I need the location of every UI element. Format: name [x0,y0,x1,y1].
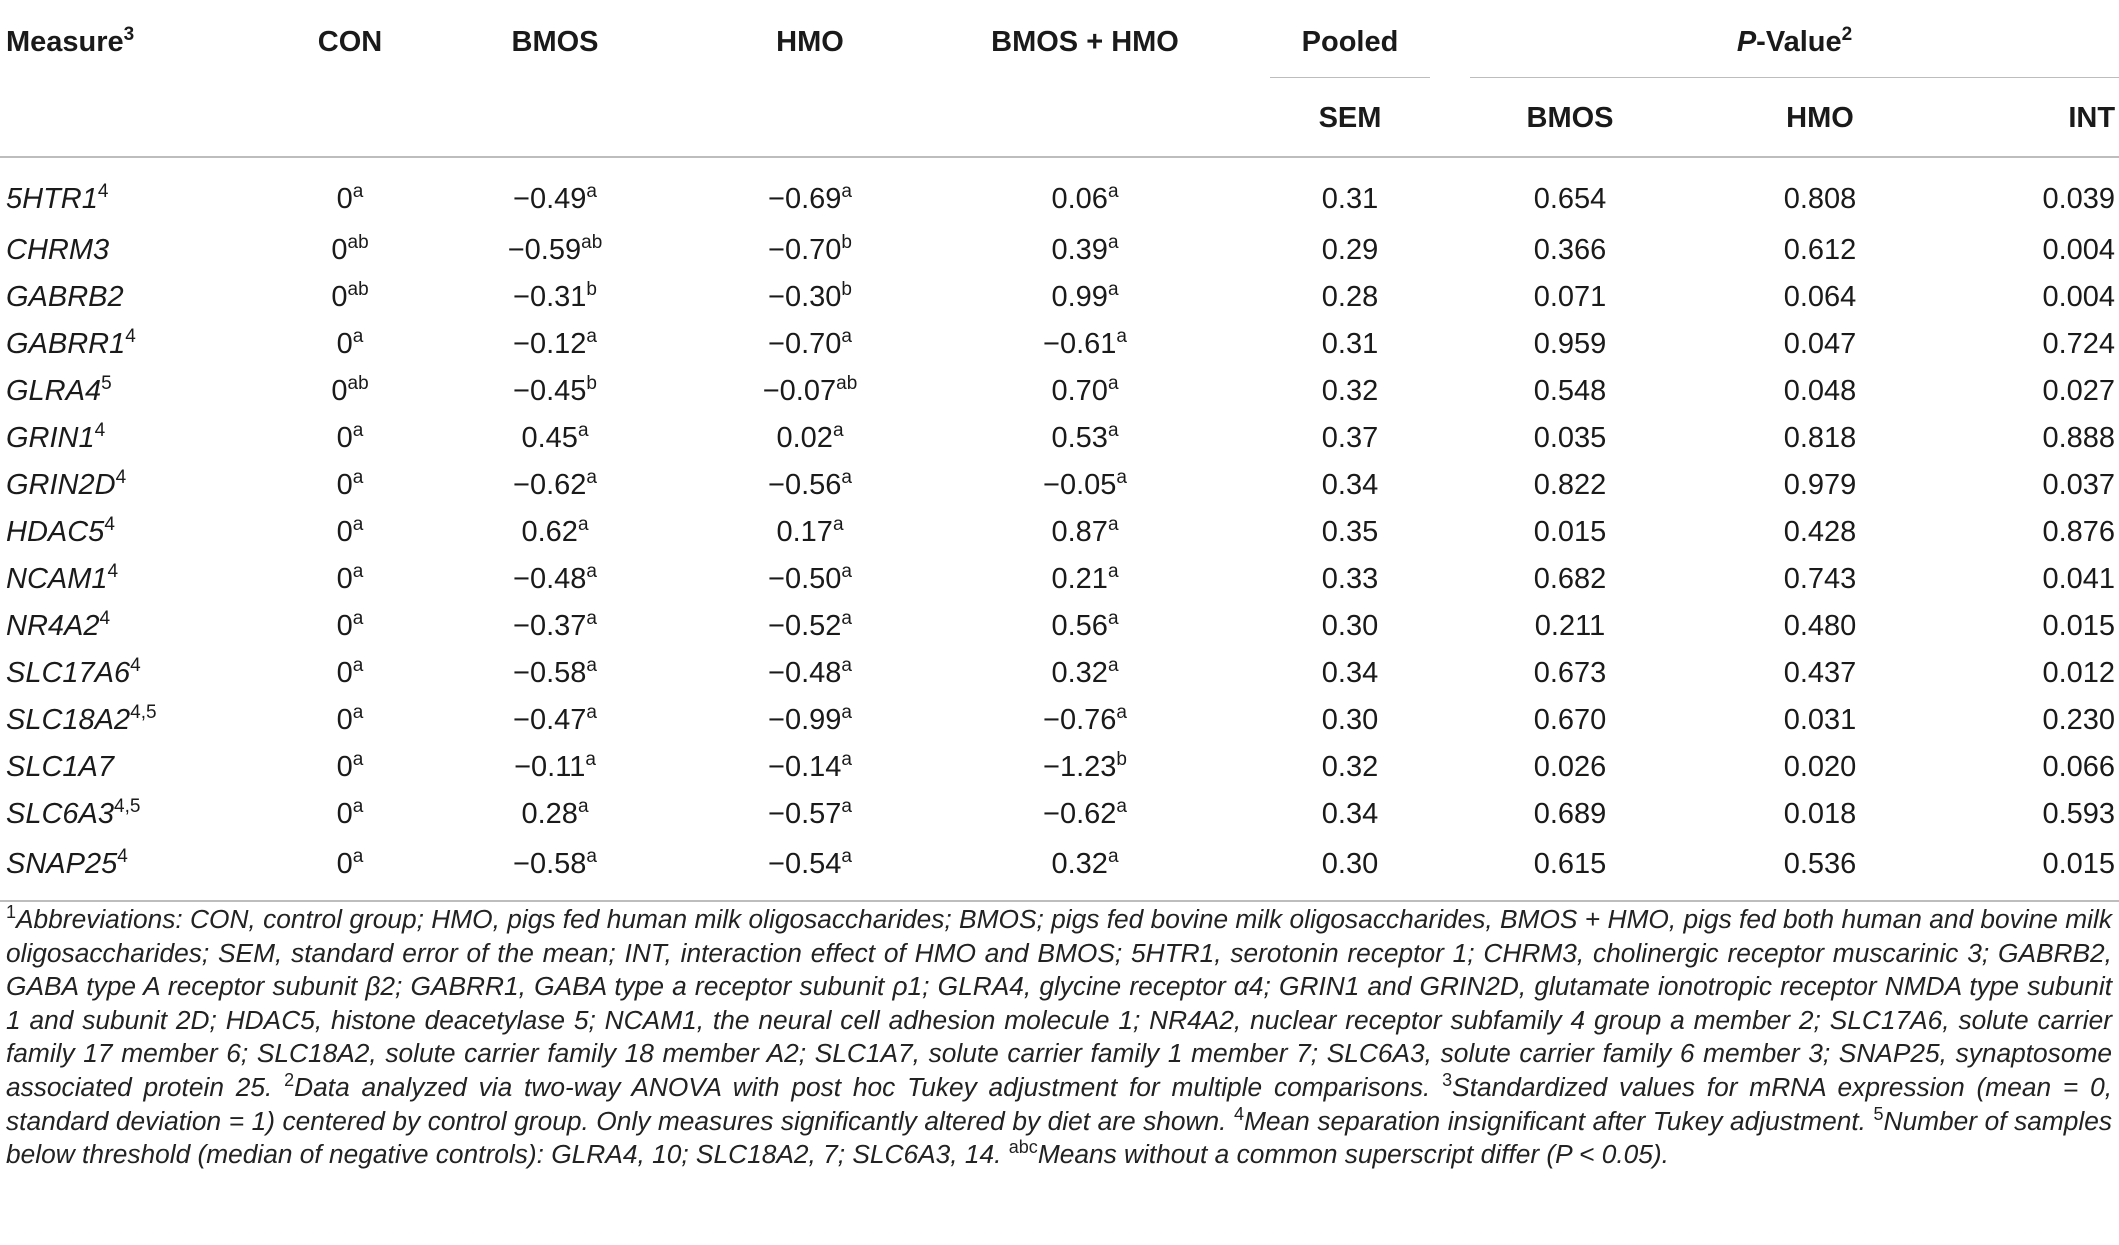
table-footnotes [6,903,2112,1172]
cell-bmos-hmo: −0.61$^a$ [1043,326,1127,360]
cell-p-hmo: 0.480 [1783,610,1857,642]
cell-sem: 0.30 [1321,704,1379,736]
cell-measure: $GLRA4^5$ [6,373,112,407]
cell-bmos-hmo: −0.76$^a$ [1043,702,1127,736]
cell-measure: CHRM3 [6,234,110,266]
table-row [0,838,2119,901]
cell-measure: $GABRR1^4$ [6,326,136,360]
footnote: $^{abc}$Means without a common superscript differ (P < 0.05). [1008,1137,1669,1170]
cell-bmos-hmo: −0.05$^a$ [1043,467,1127,501]
cell-measure: $5HTR1^4$ [6,181,109,215]
cell-sem: 0.33 [1321,563,1379,595]
cell-hmo: −0.70$^b$ [768,232,852,266]
table-body [0,157,2119,901]
cell-p-bmos: 0.682 [1533,563,1607,595]
cell-measure: GABRB2 [6,281,124,313]
cell-sem: 0.34 [1321,469,1379,501]
cell-measure: $NR4A2^4$ [6,608,111,642]
footnote: $^4$Mean separation insignificant after Tukey adjustment. [1234,1103,1866,1136]
cell-measure: $SLC17A6^4$ [6,655,141,689]
cell-p-hmo: 0.020 [1783,751,1857,783]
footnote: $^1$Abbreviations: CON, control group; HMO, pigs fed human milk oligosaccharides; BMOS; pigs fed bovine milk oligosaccharides, BMOS + HMO, pigs fed both human and bovine milk oligosaccharides; SEM, standard error of the mean; INT, interaction effect of HMO and BMOS; 5HTR1, serotonin receptor 1; CHRM3, cholinergic receptor muscarinic 3; GABRB2, GABA type A receptor subunit β2; GABRR1, GABA type a receptor subunit ρ1; GLRA4, glycine receptor α4; GRIN1 and GRIN2D, glutamate ionotropic receptor NMDA type subunit 1 and subunit 2D; HDAC5, histone deacetylase 5; NCAM1, the neural cell adhesion molecule 1; NR4A2, nuclear receptor subfamily 4 group a member 2; SLC17A6, solute carrier family 17 member 6; SLC18A2, solute carrier family 18 member A2; SLC1A7, solute carrier family 1 member 7; SLC6A3, solute carrier family 6 member 3; SNAP25, synaptosome associated protein 25. [6,902,2112,1102]
cell-sem: 0.31 [1321,328,1379,360]
cell-con: $0^{ab}$ [331,373,369,407]
table-row [0,157,2119,227]
cell-sem: 0.37 [1321,422,1379,454]
cell-p-int: 0.015 [1910,838,2119,901]
cell-p-bmos: 0.959 [1533,328,1607,360]
cell-bmos-hmo: 0.06$^a$ [1051,181,1119,215]
table-row [0,368,2119,415]
cell-con: $0^{ab}$ [331,279,369,313]
table-row [0,791,2119,838]
cell-measure: SLC1A7 [6,751,115,783]
cell-sem: 0.34 [1321,657,1379,689]
cell-p-int: 0.004 [2042,281,2116,313]
cell-bmos: −0.12$^a$ [513,326,597,360]
cell-p-int: 0.876 [2042,516,2116,548]
cell-con: 0$^a$ [336,467,364,501]
cell-bmos-hmo: −1.23$^b$ [1043,749,1127,783]
cell-bmos-hmo: 0.32$^a$ [1051,655,1119,689]
cell-p-int: 0.004 [2042,234,2116,266]
cell-bmos-hmo: 0.99$^a$ [1051,279,1119,313]
table-row [0,227,2119,274]
cell-p-int: 0.041 [2042,563,2116,595]
table-row [0,603,2119,650]
cell-p-hmo: 0.979 [1783,469,1857,501]
table-row [0,462,2119,509]
header-p-int: INT [1910,80,2119,157]
cell-p-bmos: 0.548 [1533,375,1607,407]
cell-hmo: −0.14$^a$ [768,749,852,783]
cell-hmo: −0.70$^a$ [768,326,852,360]
cell-p-bmos: 0.026 [1533,751,1607,783]
cell-hmo: −0.99$^a$ [768,702,852,736]
cell-con: 0$^a$ [336,655,364,689]
cell-measure: $NCAM1^4$ [6,561,119,595]
cell-p-bmos: 0.670 [1533,704,1607,736]
cell-con: 0$^a$ [336,702,364,736]
header-p-value: P-Value$^2$ [1450,0,2119,80]
cell-con: 0$^a$ [336,749,364,783]
cell-p-hmo: 0.437 [1783,657,1857,689]
cell-measure: SLC18A2$^{4,5}$ [6,702,157,736]
cell-hmo: −0.30$^b$ [768,279,852,313]
table-row [0,509,2119,556]
cell-hmo: −0.07$^{ab}$ [762,373,858,407]
cell-sem: 0.30 [1250,838,1450,901]
cell-p-int: 0.230 [2042,704,2116,736]
cell-measure: $GRIN1^4$ [6,420,106,454]
cell-sem: 0.35 [1321,516,1379,548]
footnote: $^2$Data analyzed via two-way ANOVA with post hoc Tukey adjustment for multiple comparisons. [284,1069,1431,1102]
cell-p-int: 0.012 [2042,657,2116,689]
cell-hmo: −0.57$^a$ [768,796,852,830]
cell-bmos: −0.45$^b$ [513,373,597,407]
cell-bmos-hmo: 0.39$^a$ [1051,232,1119,266]
cell-hmo: −0.48$^a$ [768,655,852,689]
header-bmos-hmo: BMOS + HMO [991,26,1179,58]
cell-hmo: 0.02$^a$ [776,420,844,454]
cell-bmos: −0.49$^a$ [513,181,597,215]
table-row [0,274,2119,321]
cell-p-hmo: 0.018 [1783,798,1857,830]
cell-p-int: 0.037 [2042,469,2116,501]
cell-con: 0$^a$ [290,838,410,901]
cell-p-bmos: 0.673 [1533,657,1607,689]
cell-p-hmo: 0.064 [1783,281,1857,313]
cell-p-hmo: 0.743 [1783,563,1857,595]
header-bmos: BMOS [511,26,599,58]
header-pooled: Pooled [1250,0,1450,80]
cell-hmo: −0.50$^a$ [768,561,852,595]
cell-bmos: −0.58$^a$ [410,838,700,901]
cell-p-int: 0.724 [2042,328,2116,360]
cell-hmo: −0.54$^a$ [700,838,920,901]
cell-bmos-hmo: 0.21$^a$ [1051,561,1119,595]
table-row [0,744,2119,791]
cell-p-bmos: 0.211 [1534,610,1606,642]
table-row [0,556,2119,603]
cell-p-bmos: 0.822 [1533,469,1607,501]
table-row [0,321,2119,368]
cell-p-int: 0.066 [2042,751,2116,783]
cell-p-bmos: 0.071 [1533,281,1607,313]
cell-measure: $SNAP25^4$ [0,838,290,901]
cell-p-hmo: 0.428 [1783,516,1857,548]
cell-bmos-hmo: 0.53$^a$ [1051,420,1119,454]
header-row-2 [0,80,2119,157]
cell-sem: 0.29 [1321,234,1379,266]
cell-sem: 0.34 [1321,798,1379,830]
cell-measure: SLC6A3$^{4,5}$ [6,796,141,830]
cell-p-int: 0.593 [2042,798,2116,830]
header-measure: Measure$^3$ [6,24,135,58]
cell-con: 0$^a$ [336,608,364,642]
cell-sem: 0.28 [1321,281,1379,313]
cell-bmos-hmo: 0.56$^a$ [1051,608,1119,642]
cell-p-int: 0.039 [2042,183,2116,215]
cell-p-hmo: 0.536 [1690,838,1910,901]
cell-con: 0$^a$ [336,326,364,360]
cell-sem: 0.31 [1321,183,1379,215]
cell-bmos-hmo: 0.32$^a$ [920,838,1250,901]
cell-p-int: 0.027 [2042,375,2116,407]
cell-bmos: 0.28$^a$ [521,796,589,830]
cell-p-hmo: 0.808 [1783,183,1857,215]
cell-bmos: −0.47$^a$ [513,702,597,736]
header-con: CON [317,26,383,58]
cell-con: 0$^a$ [336,514,364,548]
cell-hmo: −0.69$^a$ [768,181,852,215]
cell-p-bmos: 0.654 [1533,183,1607,215]
cell-bmos: −0.59$^{ab}$ [507,232,603,266]
cell-sem: 0.32 [1321,375,1379,407]
cell-p-bmos: 0.035 [1533,422,1607,454]
cell-bmos-hmo: 0.70$^a$ [1051,373,1119,407]
header-p-bmos: BMOS [1450,80,1690,157]
cell-bmos-hmo: −0.62$^a$ [1043,796,1127,830]
cell-con: 0$^a$ [336,561,364,595]
table-row [0,650,2119,697]
cell-bmos: 0.62$^a$ [521,514,589,548]
cell-bmos: −0.31$^b$ [513,279,597,313]
table-row [0,697,2119,744]
cell-sem: 0.30 [1321,610,1379,642]
footnote: $^3$Standardized values for mRNA expression (mean = 0, standard deviation = 1) centered by control group. Only measures significantly altered by diet are shown. [6,1069,2113,1136]
header-hmo: HMO [776,26,844,58]
header-p-hmo: HMO [1690,80,1910,157]
cell-hmo: −0.56$^a$ [768,467,852,501]
cell-con: 0$^a$ [336,420,364,454]
cell-bmos: −0.62$^a$ [513,467,597,501]
cell-bmos: 0.45$^a$ [521,420,589,454]
cell-p-int: 0.015 [2042,610,2116,642]
header-sem: SEM [1250,80,1450,157]
cell-bmos: −0.37$^a$ [513,608,597,642]
cell-hmo: −0.52$^a$ [768,608,852,642]
cell-p-hmo: 0.048 [1783,375,1857,407]
cell-bmos: −0.48$^a$ [513,561,597,595]
cell-p-hmo: 0.612 [1783,234,1857,266]
cell-p-hmo: 0.031 [1783,704,1857,736]
cell-bmos-hmo: 0.87$^a$ [1051,514,1119,548]
cell-measure: $GRIN2D^4$ [6,467,127,501]
cell-p-bmos: 0.015 [1533,516,1607,548]
cell-p-bmos: 0.366 [1533,234,1607,266]
cell-p-bmos: 0.615 [1450,838,1690,901]
cell-p-int: 0.888 [2042,422,2116,454]
cell-hmo: 0.17$^a$ [776,514,844,548]
cell-p-bmos: 0.689 [1533,798,1607,830]
cell-con: 0$^a$ [336,796,364,830]
cell-con: $0^{ab}$ [331,232,369,266]
header-row-1 [0,0,2119,80]
table-row [0,415,2119,462]
cell-con: 0$^a$ [336,181,364,215]
cell-bmos: −0.11$^a$ [514,749,596,783]
cell-p-hmo: 0.047 [1783,328,1857,360]
cell-bmos: −0.58$^a$ [513,655,597,689]
cell-sem: 0.32 [1321,751,1379,783]
cell-measure: $HDAC5^4$ [6,514,115,548]
footnote: $^5$Number of samples below threshold (median of negative controls): GLRA4, 10; SLC18A2, 7; SLC6A3, 14. [6,1103,2112,1170]
cell-p-hmo: 0.818 [1783,422,1857,454]
